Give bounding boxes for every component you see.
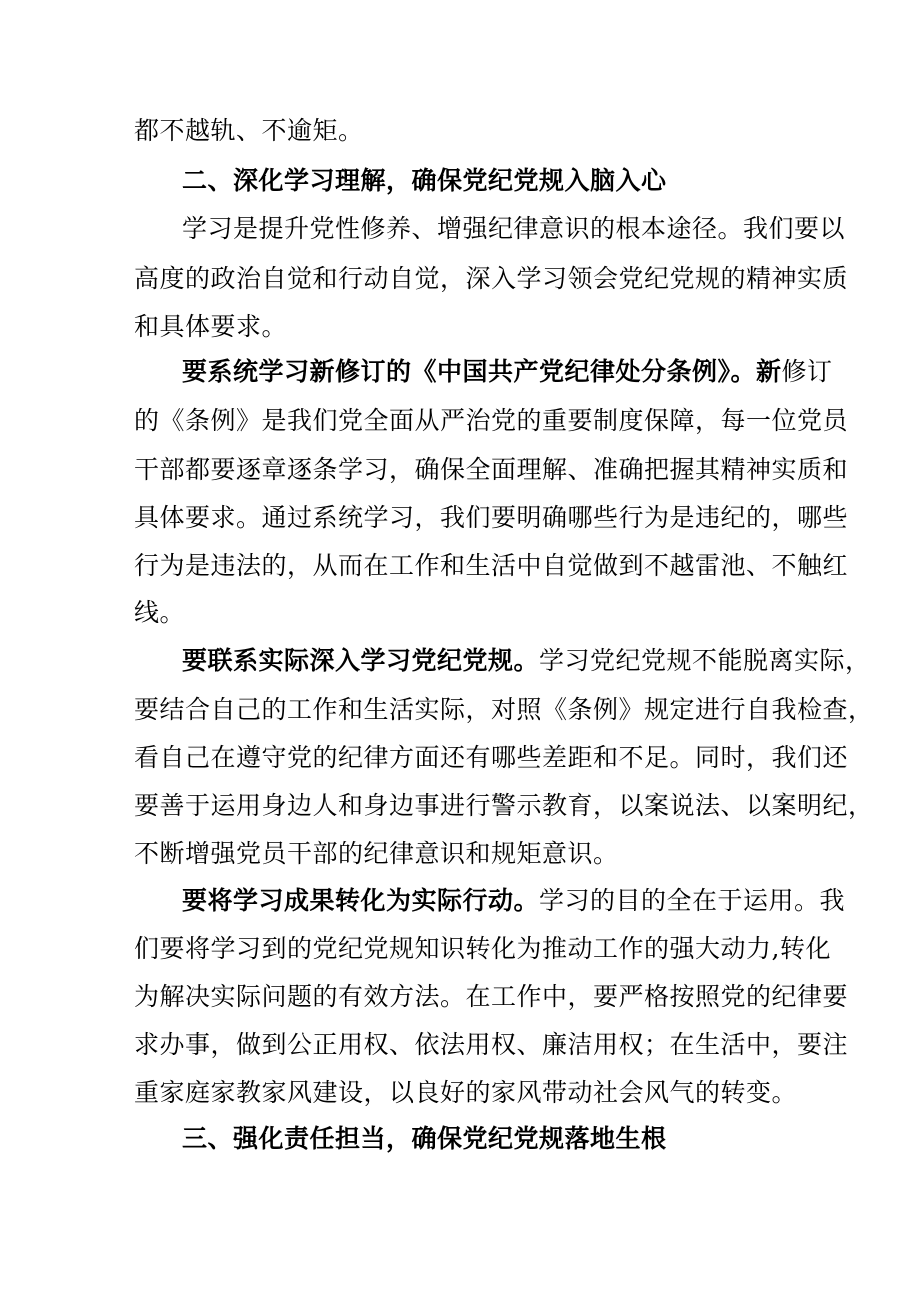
text-run: 学习的目的全在于运用。我 (539, 886, 846, 915)
text-run: 看自己在遵守党的纪律方面还有哪些差距和不足。同时，我们还 (134, 743, 849, 772)
text-run: 重家庭家教家风建设，以良好的家风带动社会风气的转变。 (134, 1078, 798, 1107)
text-run: 学习党纪党规不能脱离实际， (539, 646, 871, 675)
text-run: 的《条例》是我们党全面从严治党的重要制度保障，每一位党员 (134, 406, 849, 435)
section-heading-2 (182, 166, 667, 196)
body-line (134, 695, 874, 725)
text-run: 为解决实际问题的有效方法。在工作中，要严格按照党的纪律要 (134, 982, 849, 1011)
heading-text: 二、深化学习理解，确保党纪党规入脑入心 (182, 166, 667, 195)
bold-lead-text: 要系统学习新修订的《中国共产党纪律处分条例》。新 (182, 357, 782, 386)
text-run: 要结合自己的工作和生活实际，对照《条例》规定进行自我检查， (134, 695, 874, 724)
text-run: 不断增强党员干部的纪律意识和规矩意识。 (134, 839, 619, 868)
text-run: 要善于运用身边人和身边事进行警示教育，以案说法、以案明纪， (134, 791, 874, 820)
text-run: 和具体要求。 (134, 312, 288, 341)
body-line (134, 598, 185, 628)
body-line (134, 264, 848, 294)
text-run: 具体要求。通过系统学习，我们要明确哪些行为是违纪的，哪些 (134, 503, 849, 532)
body-line (182, 646, 871, 676)
bold-lead-text: 要联系实际深入学习党纪党规。 (182, 646, 540, 675)
body-line (134, 503, 848, 533)
body-line (134, 312, 287, 342)
body-line (182, 357, 833, 387)
body-line (134, 791, 874, 821)
body-line (134, 743, 848, 773)
body-line (134, 116, 364, 146)
text-run: 们要将学习到的党纪党规知识转化为推动工作的强大动力,转化 (134, 934, 831, 963)
body-line (134, 455, 848, 485)
section-heading-3 (182, 1124, 667, 1154)
body-line (134, 406, 848, 436)
body-line (182, 214, 845, 244)
body-line (134, 839, 619, 869)
text-run: 求办事，做到公正用权、依法用权、廉洁用权；在生活中，要注 (134, 1030, 849, 1059)
body-line (134, 934, 831, 964)
text-run: 线。 (134, 598, 186, 627)
bold-lead-text: 要将学习成果转化为实际行动。 (182, 886, 540, 915)
body-line (134, 551, 848, 581)
text-run: 干部都要逐章逐条学习，确保全面理解、准确把握其精神实质和 (134, 455, 849, 484)
body-line (134, 982, 848, 1012)
body-line (182, 886, 845, 916)
text-run: 都不越轨、不逾矩。 (134, 116, 364, 145)
heading-text: 三、强化责任担当，确保党纪党规落地生根 (182, 1124, 667, 1153)
body-line (134, 1078, 797, 1108)
body-line (134, 1030, 848, 1060)
text-run: 高度的政治自觉和行动自觉，深入学习领会党纪党规的精神实质 (134, 264, 849, 293)
text-run: 学习是提升党性修养、增强纪律意识的根本途径。我们要以 (182, 214, 846, 243)
text-run: 修订 (781, 357, 833, 386)
text-run: 行为是违法的，从而在工作和生活中自觉做到不越雷池、不触红 (134, 551, 849, 580)
